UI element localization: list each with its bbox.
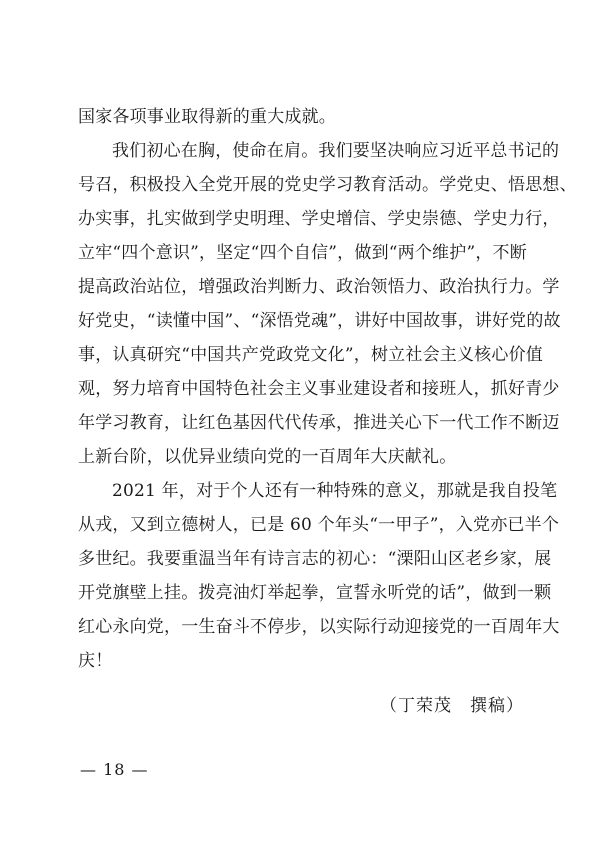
author-signature: （丁荣茂 撰稿） bbox=[380, 696, 524, 716]
text-line: 红心永向党，一生奋斗不停步，以实际行动迎接党的一百周年大 bbox=[78, 617, 560, 637]
text-line: 立牢“四个意识”，坚定“四个自信”，做到“两个维护”，不断 bbox=[78, 243, 527, 263]
text-line: 年学习教育，让红色基因代代传承，推进关心下一代工作不断迈 bbox=[78, 413, 560, 433]
text-line: 开党旗壁上挂。拨亮油灯举起拳，宣誓永听党的话”，做到一颗 bbox=[78, 583, 552, 603]
page-number: — 18 — bbox=[80, 760, 149, 779]
text-line: 上新台阶，以优异业绩向党的一百周年大庆献礼。 bbox=[78, 447, 457, 467]
text-line: 号召，积极投入全党开展的党史学习教育活动。学党史、悟思想、 bbox=[78, 175, 577, 195]
text-line: 办实事，扎实做到学史明理、学史增信、学史崇德、学史力行， bbox=[78, 209, 560, 229]
text-line: 庆！ bbox=[78, 651, 113, 671]
text-line: 我们初心在胸，使命在肩。我们要坚决响应习近平总书记的 bbox=[112, 141, 560, 161]
text-line: 从戎，又到立德树人，已是 60 个年头“一甲子”，入党亦已半个 bbox=[78, 515, 560, 535]
text-line: 国家各项事业取得新的重大成就。 bbox=[78, 107, 336, 127]
text-line: 事，认真研究“中国共产党政党文化”，树立社会主义核心价值 bbox=[78, 345, 543, 365]
text-line: 2021 年，对于个人还有一种特殊的意义，那就是我自投笔 bbox=[112, 481, 558, 501]
text-line: 好党史，“读懂中国”、“深悟党魂”，讲好中国故事，讲好党的故 bbox=[78, 311, 561, 331]
text-line: 观，努力培育中国特色社会主义事业建设者和接班人，抓好青少 bbox=[78, 379, 560, 399]
text-line: 提高政治站位，增强政治判断力、政治领悟力、政治执行力。学 bbox=[78, 277, 560, 297]
text-line: 多世纪。我要重温当年有诗言志的初心：“溧阳山区老乡家，展 bbox=[78, 549, 552, 569]
